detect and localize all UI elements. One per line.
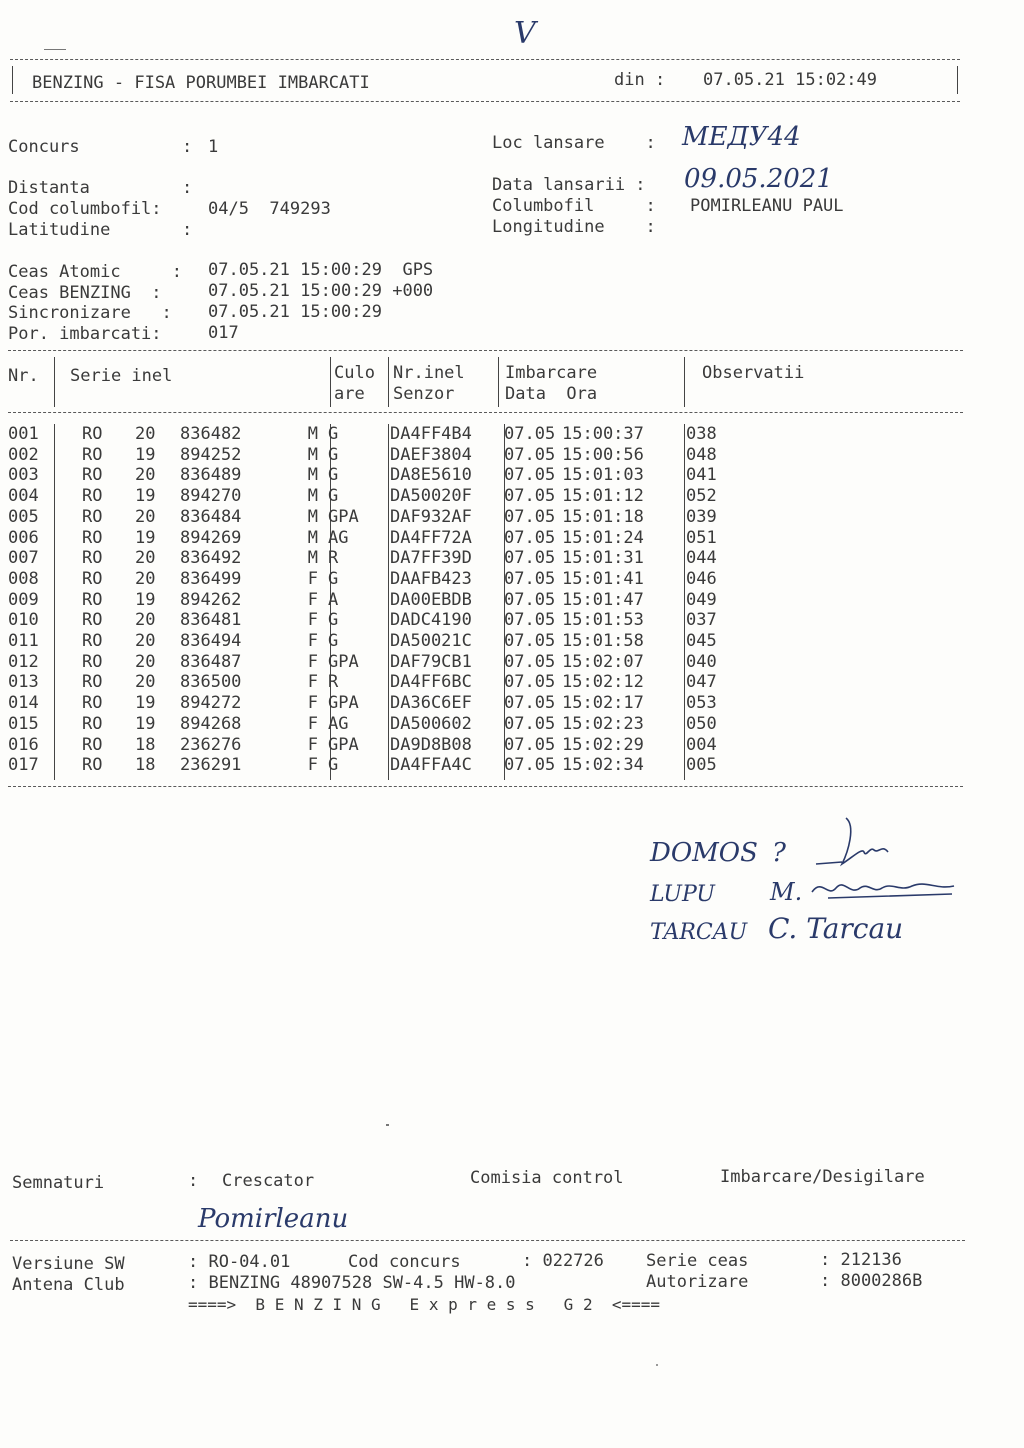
table-row — [8, 610, 766, 631]
row-ring-number: 836481 — [180, 610, 242, 631]
table-row — [8, 755, 766, 776]
row-sex: F — [307, 610, 318, 631]
row-observation: 044 — [686, 548, 717, 569]
row-ring-number: 236276 — [180, 734, 242, 755]
row-color: G — [328, 465, 339, 486]
row-nr: 001 — [8, 424, 39, 444]
row-sex: F — [307, 651, 318, 672]
row-color: AG — [328, 713, 349, 734]
row-country: RO — [82, 713, 103, 734]
header-right-border — [957, 66, 958, 94]
antena-club-value: : BENZING 48907528 SW-4.5 HW-8.0 — [188, 1273, 516, 1293]
antena-club-label: Antena Club — [12, 1275, 125, 1295]
row-color: GPA — [328, 651, 359, 672]
row-nr: 017 — [8, 755, 39, 776]
row-observation: 037 — [686, 610, 717, 631]
semnaturi-label: Semnaturi — [12, 1173, 105, 1193]
row-ring-number: 836492 — [180, 548, 242, 569]
row-year: 19 — [135, 713, 156, 734]
row-date: 07.05 — [504, 486, 556, 507]
row-observation: 053 — [686, 693, 717, 714]
row-ring-number: 894268 — [180, 713, 242, 734]
row-year: 20 — [135, 651, 156, 672]
autorizare-label: Autorizare — [646, 1272, 749, 1292]
row-country: RO — [82, 672, 103, 693]
table-row — [8, 735, 766, 756]
row-sensor: DAF79CB1 — [390, 651, 472, 672]
header-data-ora: Data Ora — [505, 384, 598, 404]
row-color: R — [328, 548, 339, 569]
row-ring-number: 236291 — [180, 755, 242, 776]
commission-sig-domos: ? — [772, 838, 786, 868]
table-row — [8, 548, 766, 569]
commission-name-lupu: LUPU — [650, 882, 715, 907]
row-year: 19 — [135, 486, 156, 507]
row-color: GPA — [328, 693, 359, 714]
row-date: 07.05 — [504, 610, 556, 631]
row-sex: M — [307, 548, 318, 569]
row-color: G — [328, 631, 339, 652]
row-year: 19 — [135, 527, 156, 548]
row-color: G — [328, 568, 339, 589]
table-row — [8, 569, 766, 590]
cod-columbofil-value: 04/5 749293 — [208, 199, 331, 219]
row-country: RO — [82, 610, 103, 631]
table-row — [8, 590, 766, 611]
row-observation: 051 — [686, 527, 717, 548]
table-row — [8, 465, 766, 486]
row-observation: 045 — [686, 631, 717, 652]
versiune-sw-value: : RO-04.01 — [188, 1252, 291, 1272]
row-year: 20 — [135, 465, 156, 486]
row-date: 07.05 — [504, 548, 556, 569]
table-row — [8, 507, 766, 528]
row-year: 20 — [135, 672, 156, 693]
row-date: 07.05 — [504, 651, 556, 672]
row-country: RO — [82, 527, 103, 548]
row-country: RO — [82, 589, 103, 610]
row-sex: F — [307, 713, 318, 734]
row-sex: F — [307, 672, 318, 693]
row-sex: F — [307, 693, 318, 714]
row-date: 07.05 — [504, 734, 556, 755]
table-row — [8, 445, 766, 466]
row-date: 07.05 — [504, 693, 556, 714]
row-ring-number: 894252 — [180, 444, 242, 465]
row-observation: 047 — [686, 672, 717, 693]
header-serie-inel: Serie inel — [70, 366, 173, 386]
row-time: 15:00:37 — [562, 424, 644, 444]
row-country: RO — [82, 693, 103, 714]
columbofil-value: POMIRLEANU PAUL — [690, 196, 844, 216]
footer-rule — [10, 1240, 965, 1241]
header-observatii: Observatii — [702, 363, 805, 383]
distanta-label: Distanta : — [8, 178, 193, 198]
row-ring-number: 836489 — [180, 465, 242, 486]
commission-name-tarcau: TARCAU — [650, 920, 748, 945]
row-time: 15:01:47 — [562, 589, 644, 610]
col-sep-senzor — [498, 357, 499, 407]
table-row — [8, 672, 766, 693]
handwritten-check-mark: V — [514, 16, 536, 51]
row-color: G — [328, 755, 339, 776]
row-date: 07.05 — [504, 589, 556, 610]
row-time: 15:01:58 — [562, 631, 644, 652]
row-sex: F — [307, 568, 318, 589]
row-sensor: DAEF3804 — [390, 444, 472, 465]
row-sensor: DA7FF39D — [390, 548, 472, 569]
signature-scribble-lupu — [808, 868, 958, 904]
row-sex: M — [307, 424, 318, 444]
row-country: RO — [82, 755, 103, 776]
commission-name-domos: DOMOS — [650, 838, 758, 868]
header-culo: Culo — [334, 363, 375, 383]
row-date: 07.05 — [504, 424, 556, 444]
document-title: BENZING - FISA PORUMBEI IMBARCATI — [32, 73, 370, 93]
row-sex: M — [307, 506, 318, 527]
row-country: RO — [82, 548, 103, 569]
row-year: 20 — [135, 424, 156, 444]
row-year: 20 — [135, 568, 156, 589]
row-ring-number: 836484 — [180, 506, 242, 527]
row-nr: 009 — [8, 589, 39, 610]
row-time: 15:01:12 — [562, 486, 644, 507]
table-row — [8, 486, 766, 507]
row-observation: 049 — [686, 589, 717, 610]
longitudine-label: Longitudine : — [492, 217, 656, 237]
row-ring-number: 894269 — [180, 527, 242, 548]
row-observation: 005 — [686, 755, 717, 776]
ceas-benzing-value: 07.05.21 15:00:29 +000 — [208, 281, 434, 301]
row-ring-number: 894272 — [180, 693, 242, 714]
row-time: 15:02:12 — [562, 672, 644, 693]
serie-ceas-label: Serie ceas — [646, 1251, 749, 1271]
row-nr: 010 — [8, 610, 39, 631]
table-row — [8, 631, 766, 652]
row-nr: 012 — [8, 651, 39, 672]
data-lansarii-value: 09.05.2021 — [684, 164, 833, 194]
header-top-border — [10, 59, 960, 60]
row-sensor: DAAFB423 — [390, 568, 472, 589]
row-nr: 002 — [8, 444, 39, 465]
row-color: AG — [328, 527, 349, 548]
row-time: 15:01:18 — [562, 506, 644, 527]
row-year: 20 — [135, 506, 156, 527]
crescator-label: Crescator — [222, 1171, 315, 1191]
table-row — [8, 693, 766, 714]
header-senzor: Senzor — [393, 384, 455, 404]
row-sensor: DA4FF4B4 — [390, 424, 472, 444]
row-nr: 014 — [8, 693, 39, 714]
row-country: RO — [82, 465, 103, 486]
scan-speck — [386, 1124, 389, 1126]
header-bottom-border — [10, 101, 960, 102]
din-label: din : — [614, 70, 666, 90]
commission-sig-lupu: M. — [770, 878, 803, 906]
row-sensor: DA4FF6BC — [390, 672, 472, 693]
table-top-rule — [8, 350, 963, 351]
row-date: 07.05 — [504, 465, 556, 486]
columbofil-label: Columbofil : — [492, 196, 656, 216]
row-country: RO — [82, 651, 103, 672]
row-time: 15:01:53 — [562, 610, 644, 631]
header-imbarcare: Imbarcare — [505, 363, 598, 383]
row-ring-number: 836494 — [180, 631, 242, 652]
row-year: 19 — [135, 444, 156, 465]
header-are: are — [334, 384, 365, 404]
row-year: 19 — [135, 589, 156, 610]
concurs-label: Concurs : — [8, 137, 193, 157]
row-year: 20 — [135, 548, 156, 569]
row-sensor: DA9D8B08 — [390, 734, 472, 755]
table-header-bottom-rule — [8, 412, 963, 413]
row-time: 15:02:07 — [562, 651, 644, 672]
versiune-sw-label: Versiune SW — [12, 1254, 125, 1274]
row-country: RO — [82, 424, 103, 444]
row-color: GPA — [328, 734, 359, 755]
row-year: 18 — [135, 734, 156, 755]
header-nr: Nr. — [8, 366, 39, 386]
row-nr: 008 — [8, 568, 39, 589]
row-sex: M — [307, 527, 318, 548]
row-observation: 048 — [686, 444, 717, 465]
row-color: G — [328, 486, 339, 507]
sincronizare-label: Sincronizare : — [8, 303, 172, 323]
row-nr: 013 — [8, 672, 39, 693]
row-ring-number: 894262 — [180, 589, 242, 610]
row-time: 15:02:17 — [562, 693, 644, 714]
col-sep-culoare — [388, 357, 389, 407]
row-nr: 016 — [8, 734, 39, 755]
row-date: 07.05 — [504, 631, 556, 652]
row-date: 07.05 — [504, 506, 556, 527]
crescator-signature: Pomirleanu — [198, 1204, 349, 1234]
header-left-border — [12, 66, 13, 94]
row-nr: 005 — [8, 506, 39, 527]
row-sex: M — [307, 465, 318, 486]
row-ring-number: 836500 — [180, 672, 242, 693]
cod-concurs-value: : 022726 — [522, 1251, 604, 1271]
row-ring-number: 836482 — [180, 424, 242, 444]
ceas-atomic-value: 07.05.21 15:00:29 GPS — [208, 260, 434, 280]
row-time: 15:01:24 — [562, 527, 644, 548]
row-time: 15:01:31 — [562, 548, 644, 569]
row-sensor: DADC4190 — [390, 610, 472, 631]
row-sensor: DAF932AF — [390, 506, 472, 527]
serie-ceas-value: : 212136 — [820, 1250, 902, 1270]
row-nr: 011 — [8, 631, 39, 652]
row-date: 07.05 — [504, 755, 556, 776]
row-ring-number: 836499 — [180, 568, 242, 589]
row-color: R — [328, 672, 339, 693]
concurs-value: 1 — [208, 137, 219, 157]
row-color: G — [328, 424, 339, 444]
scan-speck — [656, 1364, 658, 1366]
row-sex: F — [307, 734, 318, 755]
row-time: 15:00:56 — [562, 444, 644, 465]
row-sex: M — [307, 444, 318, 465]
ceas-benzing-label: Ceas BENZING : — [8, 283, 162, 303]
row-sensor: DA50020F — [390, 486, 472, 507]
row-time: 15:02:29 — [562, 734, 644, 755]
semnaturi-colon: : — [188, 1171, 199, 1191]
row-sex: M — [307, 486, 318, 507]
col-sep-imbarcare — [684, 357, 685, 407]
row-year: 18 — [135, 755, 156, 776]
row-nr: 007 — [8, 548, 39, 569]
pigeon-table-body — [8, 424, 766, 776]
row-color: GPA — [328, 506, 359, 527]
table-row — [8, 652, 766, 673]
row-time: 15:01:41 — [562, 568, 644, 589]
table-row — [8, 714, 766, 735]
latitudine-label: Latitudine : — [8, 220, 193, 240]
row-year: 20 — [135, 631, 156, 652]
row-color: G — [328, 610, 339, 631]
row-sex: F — [307, 631, 318, 652]
row-sensor: DA4FF72A — [390, 527, 472, 548]
data-lansarii-label: Data lansarii : — [492, 175, 646, 195]
row-sensor: DA8E5610 — [390, 465, 472, 486]
row-sex: F — [307, 755, 318, 776]
row-nr: 006 — [8, 527, 39, 548]
row-sensor: DA00EBDB — [390, 589, 472, 610]
cod-concurs-label: Cod concurs — [348, 1252, 461, 1272]
row-observation: 052 — [686, 486, 717, 507]
cod-columbofil-label: Cod columbofil: — [8, 199, 162, 219]
row-observation: 050 — [686, 713, 717, 734]
por-imbarcati-label: Por. imbarcati: — [8, 324, 162, 344]
sincronizare-value: 07.05.21 15:00:29 — [208, 302, 382, 322]
row-color: A — [328, 589, 339, 610]
row-sensor: DA4FFA4C — [390, 755, 472, 776]
row-country: RO — [82, 506, 103, 527]
row-nr: 003 — [8, 465, 39, 486]
row-time: 15:02:23 — [562, 713, 644, 734]
row-country: RO — [82, 734, 103, 755]
row-country: RO — [82, 486, 103, 507]
row-date: 07.05 — [504, 568, 556, 589]
row-nr: 004 — [8, 486, 39, 507]
row-observation: 046 — [686, 568, 717, 589]
row-observation: 038 — [686, 424, 717, 444]
row-country: RO — [82, 631, 103, 652]
row-date: 07.05 — [504, 527, 556, 548]
row-color: G — [328, 444, 339, 465]
row-time: 15:02:34 — [562, 755, 644, 776]
table-bottom-rule — [8, 786, 963, 787]
row-observation: 004 — [686, 734, 717, 755]
row-sensor: DA50021C — [390, 631, 472, 652]
row-ring-number: 894270 — [180, 486, 242, 507]
row-date: 07.05 — [504, 672, 556, 693]
loc-lansare-label: Loc lansare : — [492, 133, 656, 153]
row-observation: 040 — [686, 651, 717, 672]
row-sex: F — [307, 589, 318, 610]
pigeon-table — [8, 424, 766, 776]
row-year: 20 — [135, 610, 156, 631]
table-row — [8, 528, 766, 549]
imbarcare-desigilare-label: Imbarcare/Desigilare — [720, 1167, 925, 1187]
din-value: 07.05.21 15:02:49 — [703, 70, 877, 90]
row-sensor: DA36C6EF — [390, 693, 472, 714]
ceas-atomic-label: Ceas Atomic : — [8, 262, 182, 282]
por-imbarcati-value: 017 — [208, 323, 239, 343]
comisia-control-label: Comisia control — [470, 1168, 624, 1188]
header-nr-inel: Nr.inel — [393, 363, 465, 383]
col-sep-nr — [54, 357, 55, 407]
row-year: 19 — [135, 693, 156, 714]
row-date: 07.05 — [504, 444, 556, 465]
row-time: 15:01:03 — [562, 465, 644, 486]
autorizare-value: : 8000286B — [820, 1271, 923, 1291]
row-observation: 039 — [686, 506, 717, 527]
col-sep-serie — [330, 357, 331, 407]
row-nr: 015 — [8, 713, 39, 734]
row-observation: 041 — [686, 465, 717, 486]
row-ring-number: 836487 — [180, 651, 242, 672]
signature-scribble-domos — [812, 812, 892, 872]
row-country: RO — [82, 568, 103, 589]
stray-mark — [44, 49, 66, 50]
row-country: RO — [82, 444, 103, 465]
loc-lansare-value: MEДУ44 — [682, 122, 801, 152]
benzing-express-banner: ====> B E N Z I N G E x p r e s s G 2 <==== — [188, 1295, 661, 1314]
commission-sig-tarcau: C. Tarcau — [768, 912, 904, 945]
row-date: 07.05 — [504, 713, 556, 734]
row-sensor: DA500602 — [390, 713, 472, 734]
table-row — [8, 424, 766, 445]
